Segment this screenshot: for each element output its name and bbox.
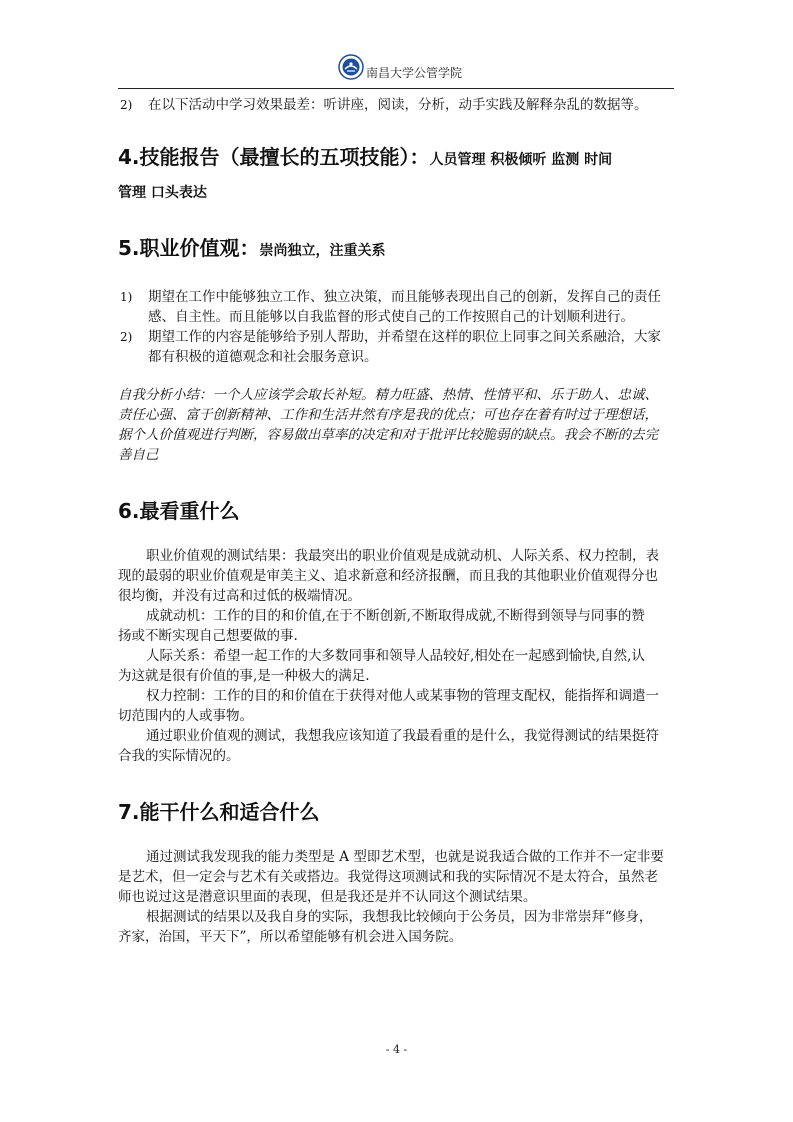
value-list: [118, 287, 678, 367]
paragraph-line: 权力控制：工作的目的和价值在于获得对他人或某事物的管理支配权，能指挥和调遣一: [146, 688, 659, 704]
paragraph: [118, 726, 678, 766]
section-5-heading: [118, 232, 678, 261]
paragraph: [118, 546, 678, 606]
paragraph-line: 师也说过这是潜意识里面的表现，但是我还是并不认同这个测试结果。: [118, 889, 537, 905]
section-5-title: 5.职业价值观：: [118, 236, 260, 260]
paragraph-line: 是艺术，但一定会与艺术有关或搭边。我觉得这项测试和我的实际情况不是太符合，虽然老: [118, 869, 658, 885]
section-7-heading: 7.能干什么和适合什么: [118, 800, 320, 824]
header-title: 南昌大学公管学院: [366, 66, 463, 80]
summary-line: 自我分析小结：一个人应该学会取长补短。精力旺盛、热情、性情平和、乐于助人、忠诚、: [118, 387, 658, 403]
list-number: 2): [120, 330, 133, 344]
paragraph-line: 成就动机：工作的目的和价值,在于不断创新,不断取得成就,不断得到领导与同事的赞: [146, 608, 645, 624]
paragraph: [118, 907, 678, 947]
skills-line-2: 管理 口头表达: [118, 185, 207, 201]
list-item: [118, 287, 678, 327]
paragraph-line: 为这就是很有价值的事,是一种极大的满足.: [118, 668, 370, 684]
list-item-text: 在以下活动中学习效果最差：听讲座，阅读，分析，动手实践及解释杂乱的数据等。: [148, 97, 648, 113]
list-item-line: 都有积极的道德观念和社会服务意识。: [148, 349, 378, 365]
paragraph: [118, 646, 678, 686]
summary-line: 善自己: [118, 447, 159, 463]
paragraph-line: 通过职业价值观的测试，我想我应该知道了我最看重的是什么，我觉得测试的结果挺符: [146, 728, 659, 744]
list-item-line: 感、自主性。而且能够以自我监督的形式使自己的工作按照自己的计划顺利进行。: [148, 309, 634, 325]
page-header: [118, 52, 674, 89]
paragraph: [118, 686, 678, 726]
list-number: 1): [120, 290, 133, 304]
paragraph-line: 现的最弱的职业价值观是审美主义、追求新意和经济报酬，而且我的其他职业价值观得分也: [118, 568, 658, 584]
paragraph-line: 齐家，治国，平天下”，所以希望能够有机会进入国务院。: [118, 929, 463, 945]
paragraph-line: 切范围内的人或事物。: [118, 708, 253, 724]
summary-line: 据个人价值观进行判断，容易做出草率的决定和对于批评比较脆弱的缺点。我会不断的去完: [118, 427, 658, 443]
paragraph-line: 合我的实际情况的。: [118, 748, 240, 764]
paragraph-line: 通过测试我发现我的能力类型是 A 型即艺术型，也就是说我适合做的工作并不一定非要: [146, 849, 664, 865]
skills-line-1: 人员管理 积极倾听 监测 时间: [429, 152, 613, 168]
list-item-line: 期望在工作中能够独立工作、独立决策，而且能够表现出自己的创新，发挥自己的责任: [148, 289, 661, 305]
self-analysis-summary: [118, 385, 678, 465]
paragraph: [118, 606, 678, 646]
summary-line: 责任心强、富于创新精神、工作和生活井然有序是我的优点；可也存在着有时过于理想话，: [118, 407, 658, 423]
section-7-body: [118, 847, 678, 947]
paragraph-line: 很均衡，并没有过高和过低的极端情况。: [118, 588, 361, 604]
section-5-subtitle: 崇尚独立，注重关系: [259, 243, 386, 259]
section-4-heading: [118, 141, 678, 170]
paragraph-line: 扬或不断实现自己想要做的事.: [118, 628, 298, 644]
section-6-body: [118, 546, 678, 766]
list-item: [118, 95, 678, 115]
list-item-line: 期望工作的内容是能够给予别人帮助，并希望在这样的职位上同事之间关系融洽，大家: [148, 329, 661, 345]
section-6-heading: 6.最看重什么: [118, 499, 240, 523]
paragraph-line: 人际关系：希望一起工作的大多数同事和领导人品较好,相处在一起感到愉快,自然,认: [146, 648, 645, 664]
section-4-title: 4.技能报告（最擅长的五项技能）：: [118, 145, 430, 169]
paragraph-line: 根据测试的结果以及我自身的实际，我想我比较倾向于公务员，因为非常崇拜“修身，: [146, 909, 653, 925]
page-number: - 4 -: [385, 1043, 408, 1056]
document-body: [118, 95, 678, 947]
paragraph: [118, 847, 678, 907]
list-number: 2): [120, 98, 133, 112]
paragraph-line: 职业价值观的测试结果：我最突出的职业价值观是成就动机、人际关系、权力控制，表: [146, 548, 659, 564]
university-seal-icon: [338, 54, 364, 80]
list-item: [118, 327, 678, 367]
